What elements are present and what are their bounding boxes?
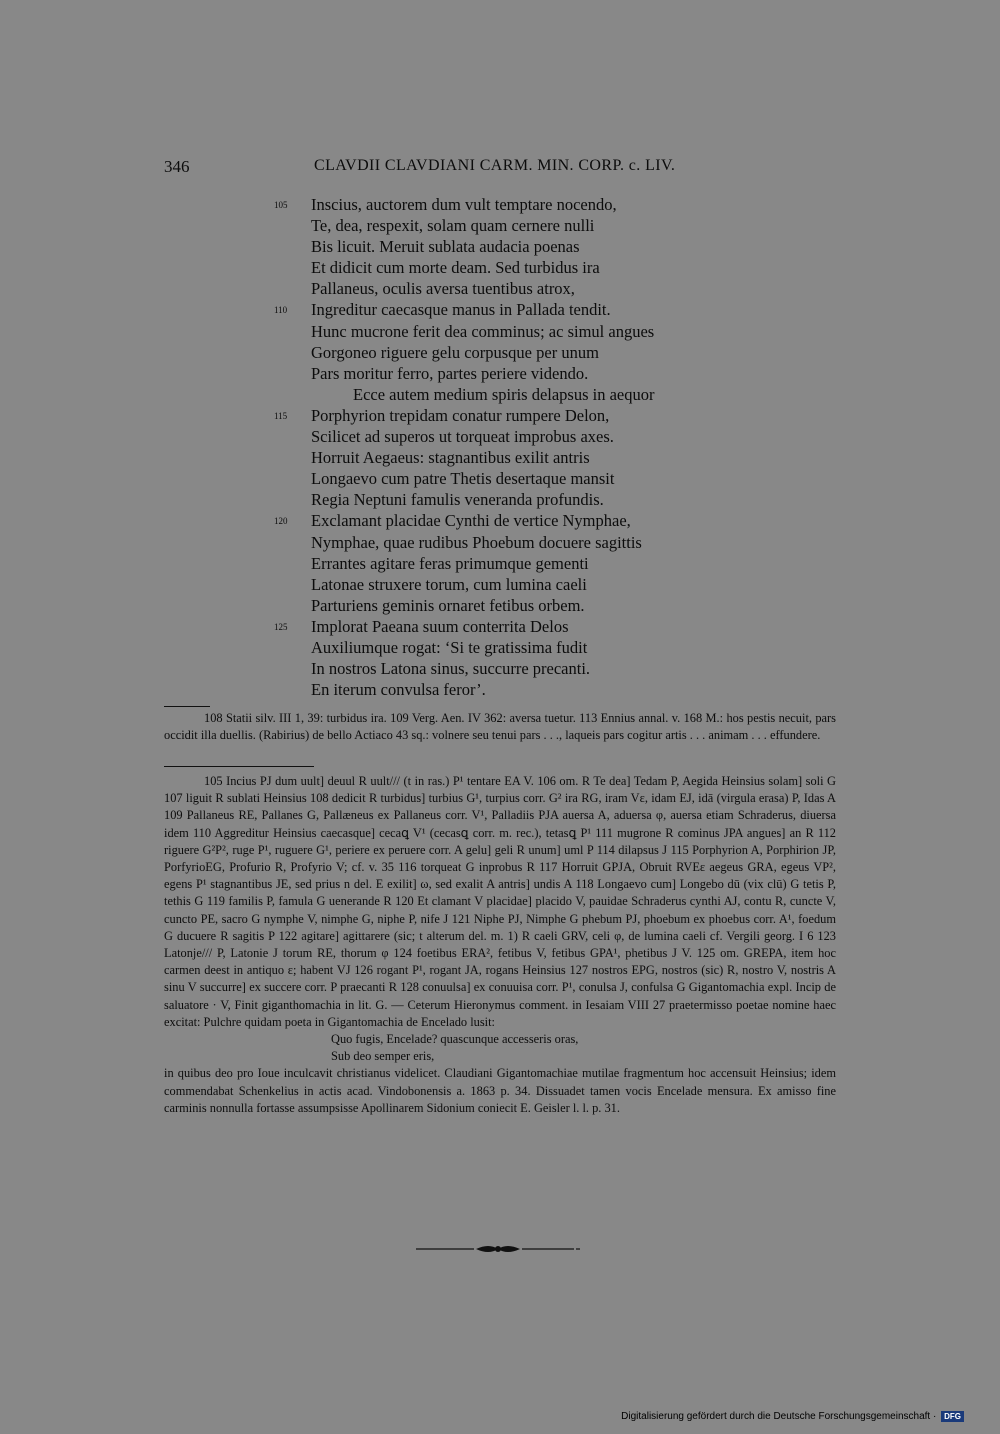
verse-line <box>311 468 811 489</box>
verse-text: Pallaneus, oculis aversa tuentibus atrox, <box>311 279 575 299</box>
verse-line <box>311 321 811 342</box>
footnote-rule <box>164 706 210 707</box>
verse-text: Gorgoneo riguere gelu corpusque per unum <box>311 342 599 362</box>
ornament-divider <box>414 1243 582 1255</box>
verse-number: 105 <box>274 200 288 210</box>
verse-text: Et didicit cum morte deam. Sed turbidus ira <box>311 258 600 278</box>
verse-line <box>311 553 811 574</box>
verse-line <box>311 532 811 553</box>
verse-line <box>311 679 811 700</box>
running-header <box>164 157 836 183</box>
verse-line <box>274 405 811 426</box>
verse-line <box>311 447 811 468</box>
verse-number: 120 <box>274 516 288 527</box>
verse-text: Horruit Aegaeus: stagnantibus exilit antris <box>311 448 590 468</box>
verse-text: Auxiliumque rogat: ‘Si te gratissima fudit <box>311 637 588 657</box>
verse-text: En iterum convulsa feror’. <box>311 680 486 700</box>
verse-line <box>311 342 811 363</box>
verse-text: Nymphae, quae rudibus Phoebum docuere sagittis <box>311 532 642 552</box>
verse-text: Te, dea, respexit, solam quam cernere nulli <box>311 216 595 236</box>
verse-text: Parturiens geminis ornaret fetibus orbem. <box>311 595 585 615</box>
verse-text: Latonae struxere torum, cum lumina caeli <box>311 574 587 594</box>
verse-line <box>311 637 811 658</box>
verse-text: Hunc mucrone ferit dea comminus; ac simul angues <box>311 321 655 341</box>
apparatus-rule <box>164 766 314 767</box>
verse-line <box>274 616 811 637</box>
verse-number: 110 <box>274 305 288 316</box>
verse-text: Implorat Paeana suum conterrita Delos <box>311 616 569 636</box>
verse-line <box>311 658 811 679</box>
verse-text: Ecce autem medium spiris delapsus in aequor <box>353 384 655 404</box>
verse-line <box>311 489 811 510</box>
apparatus-end-text: in quibus deo pro Ioue inculcavit christianus videlicet. Claudiani Gigantomachiae mutilae fragmentum hoc accensuit Heinsius; idem commendabat Schenkelius in actis acad. Vindobonensis a. 1863 p. 34. Dissuadet tamen vocis Encelade mensura. Ex amisso fine carminis nonnulla fortasse assumpsisse Apollinarem Sidonium coniecit E. Geisler l. l. p. 31. <box>164 1066 836 1115</box>
verse-text: Regia Neptuni famulis veneranda profundis. <box>311 490 604 510</box>
running-title: CLAVDII CLAVDIANI CARM. MIN. CORP. c. LIV. <box>314 157 676 174</box>
verse-line <box>311 278 811 299</box>
critical-apparatus <box>164 773 836 1117</box>
verse-text: Scilicet ad superos ut torqueat improbus axes. <box>311 427 614 447</box>
verse-text: Ingreditur caecasque manus in Pallada tendit. <box>311 300 611 320</box>
verse-text: Porphyrion trepidam conatur rumpere Delon, <box>311 405 610 425</box>
quote-line: Sub deo semper eris, <box>331 1049 435 1064</box>
page-number: 346 <box>164 157 190 176</box>
credit-text: Digitalisierung gefördert durch die Deutsche Forschungsgemeinschaft · <box>621 1411 937 1423</box>
verse-line <box>311 574 811 595</box>
testimonia-text: 108 Statii silv. III 1, 39: turbidus ira. 109 Verg. Aen. IV 362: aversa tuetur. 113 Ennius annal. v. 168 M.: hos pestis necuit, pars occidit illa duellis. (Rabirius) de bello Actiaco 43 sq.: volnere seu tenui pars . . ., laqueis pars cogitur artis . . . animam . . . effundere. <box>164 711 836 743</box>
verse-text: Errantes agitare feras primumque gementi <box>311 553 589 573</box>
verse-number: 125 <box>274 621 288 632</box>
verse-line <box>311 595 811 616</box>
testimonia-notes <box>164 710 836 744</box>
verse-line <box>274 194 811 215</box>
verse-text: Exclamant placidae Cynthi de vertice Nymphae, <box>311 511 631 531</box>
verse-number: 115 <box>274 410 288 421</box>
verse-line <box>274 299 811 320</box>
digitization-credit <box>621 1411 964 1425</box>
verse-line <box>311 236 811 257</box>
verse-line <box>311 257 811 278</box>
apparatus-text: 105 Incius PJ dum uult] deuul R uult/// (t in ras.) P¹ tentare EA V. 106 om. R Te dea] Tedam P, Aegida Heinsius solam] soli G 107 liguit R sublati Heinsius 108 dedicit R turbidus] turbius G¹, turpius corr. G² ira RG, iram Vε, idam EJ, idā (virgula erasa) P, Idas A 109 Pallaneus RE, Pallanes G, Pallæneus ex Pallaneus corr. V¹, Palladiis PJA auersa A, aduersa φ, auersa etiam Schraderus, diuersa idem 110 Aggreditur Heinsius caecasque] cecaꝗ V¹ (cecasꝗ corr. m. rec.), tetasꝗ P¹ 111 mugrone R cominus JPA angues] an R 112 riguere G²P², ruge P¹, ruguere G¹, periere ex peruere corr. A gelu] geli R unum] uml P 114 dilapsus J 115 Porphyrion A, Porphirion JP, PorfyrioEG, Profurio R, Profyrio V; cf. v. 35 116 torqueat G inprobus R 117 Horruit GPJA, Obruit RVEε aegeus GRA, egeus VP², egens P¹ stagnantibus JE, sed prius n del. E exilit] ω, sed exalit A antris] undis A 118 Longaevo cum] Longebo dū (vix clū) G tetis P, tethis G 119 familis P, famula G uenerande R 120 Et clamant V placidae] placido V, pauidae Schraderus cynthi AJ, contu R, cuncte V, cuncto PE, sacro G nymphe V, nimphe G, niphe P, nife J 121 Niphe PJ, Nimphe G phebum PJ, phoebum ex phoebus corr. A¹, foedum G ducuere R sagitis P 122 agitare] agittarere (sic; t alterum del. m. 1) R caeli GRV, celi φ, de lumina caeli cf. Vergili georg. I 6 123 Latonje/// P, Latonie J torum RE, thorum φ 124 foetibus ERA², fetibus V, fetibus GPA¹, phetibus J V. 125 om. GREPA, item hoc carmen deest in antiquo ε; habent VJ 126 rogant P¹, rogant JA, rogans Heinsius 127 nostros EPG, nostros (sic) R, nostro V, nostris A sinu V succurre] ex succere corr. P praecanti R 128 conuulsa] ex conuuisa corr. P¹, conulsa J, confulsa G Gigantomachia expl. Incip de saluatore · V, Finit giganthomachia in lit. G. — Ceterum Hieronymus comment. in Iesaiam VIII 27 praetermisso poetae nomine haec excitat: Pulchre quidam poeta in Gigantomachia de Encelado lusit: <box>164 774 836 1029</box>
verse-line <box>274 510 811 531</box>
verse-line <box>311 215 811 236</box>
dfg-logo: DFG <box>941 1411 964 1422</box>
verse-line <box>311 384 811 405</box>
verse-text: Bis licuit. Meruit sublata audacia poenas <box>311 237 580 257</box>
verse-text: Pars moritur ferro, partes periere videndo. <box>311 363 589 383</box>
verse-line <box>311 426 811 447</box>
quote-line: Quo fugis, Encelade? quascunque accesseris oras, <box>331 1032 579 1047</box>
verse-text: In nostros Latona sinus, succurre precanti. <box>311 659 591 679</box>
verse-text: Inscius, auctorem dum vult temptare nocendo, <box>311 195 617 214</box>
verse-line <box>311 363 811 384</box>
verse-text: Longaevo cum patre Thetis desertaque mansit <box>311 469 615 489</box>
poem-verses <box>274 194 811 700</box>
